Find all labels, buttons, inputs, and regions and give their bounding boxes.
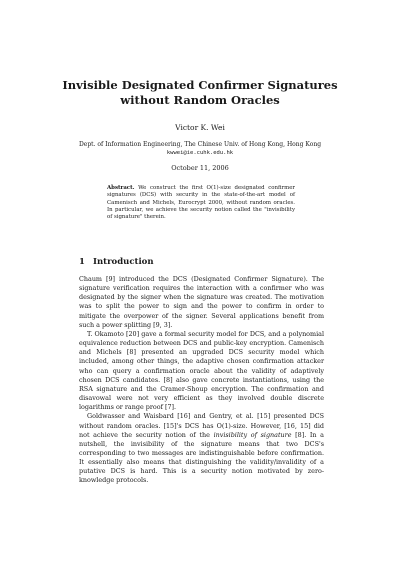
paragraph-3-emphasis: invisibility of signature xyxy=(213,430,292,439)
section-number: 1 xyxy=(79,257,85,267)
section-body xyxy=(79,275,324,486)
author-email: kwwei@ie.cuhk.edu.hk xyxy=(166,150,234,156)
paper-date: October 11, 2006 xyxy=(171,164,229,172)
author-affiliation xyxy=(0,141,400,157)
title-line-1: Invisible Designated Confirmer Signatures xyxy=(62,78,338,92)
section-title: Introduction xyxy=(93,257,154,267)
abstract-label: Abstract. xyxy=(107,185,135,191)
section-heading xyxy=(79,257,324,267)
paragraph-2: T. Okamoto [20] gave a formal security model for DCS, and a polynomial equivalence reduction between DCS and public-key encryption. Camenisch and Michels [8] presented an upgraded DCS security model which included, among other things, the adaptive chosen confirmation attacker who can query a confirmation oracle about the validity of adaptively chosen DCS candidates. [8] also gave concrete instantiations, using the RSA signature and the Cramer-Shoup encryption. The confirmation and disavowal were not very efficient as they involved double discrete logarithms or range proof [7]. xyxy=(79,329,324,412)
abstract-text: We construct the first O(1)-size designated confirmer signatures (DCS) with security in the state-of-the-art model of Camenisch and Michels, Eurocrypt 2000, without random oracles. In particular, we achieve the security notion called the "invisibility of signature" therein. xyxy=(107,185,295,221)
paper-title xyxy=(0,78,400,108)
abstract xyxy=(107,185,295,221)
paragraph-3-text-a: Goldwasser and Waisbard [16] and Gentry, et al. [15] presented DCS without random oracles. [15]'s DCS has O(1)-size. However, [16, 15] did not achieve the security notion of the xyxy=(79,412,324,439)
author-name: Victor K. Wei xyxy=(175,123,225,132)
paragraph-3 xyxy=(79,412,324,485)
paragraph-1: Chaum [9] introduced the DCS (Designated Confirmer Signature). The signature verification requires the interaction with a confirmer who was designated by the signer when the signature was created. The motivation was to split the power to sign and the power to confirm in order to mitigate the overpower of the signer. Several applications benefit from such a power splitting [9, 3]. xyxy=(79,275,324,329)
title-line-2: without Random Oracles xyxy=(120,93,280,107)
affiliation-text: Dept. of Information Engineering, The Chinese Univ. of Hong Kong, Hong Kong xyxy=(78,141,322,148)
paragraph-3-text-b: [8]. In a nutshell, the invisibility of the signature means that two DCS's corresponding to two messages are indistinguishable before confirmation. It essentially also means that distinguishing the validity/invalidity of a putative DCS is hard. This is a security notion motivated by zero-knowledge protocols. xyxy=(79,430,324,485)
